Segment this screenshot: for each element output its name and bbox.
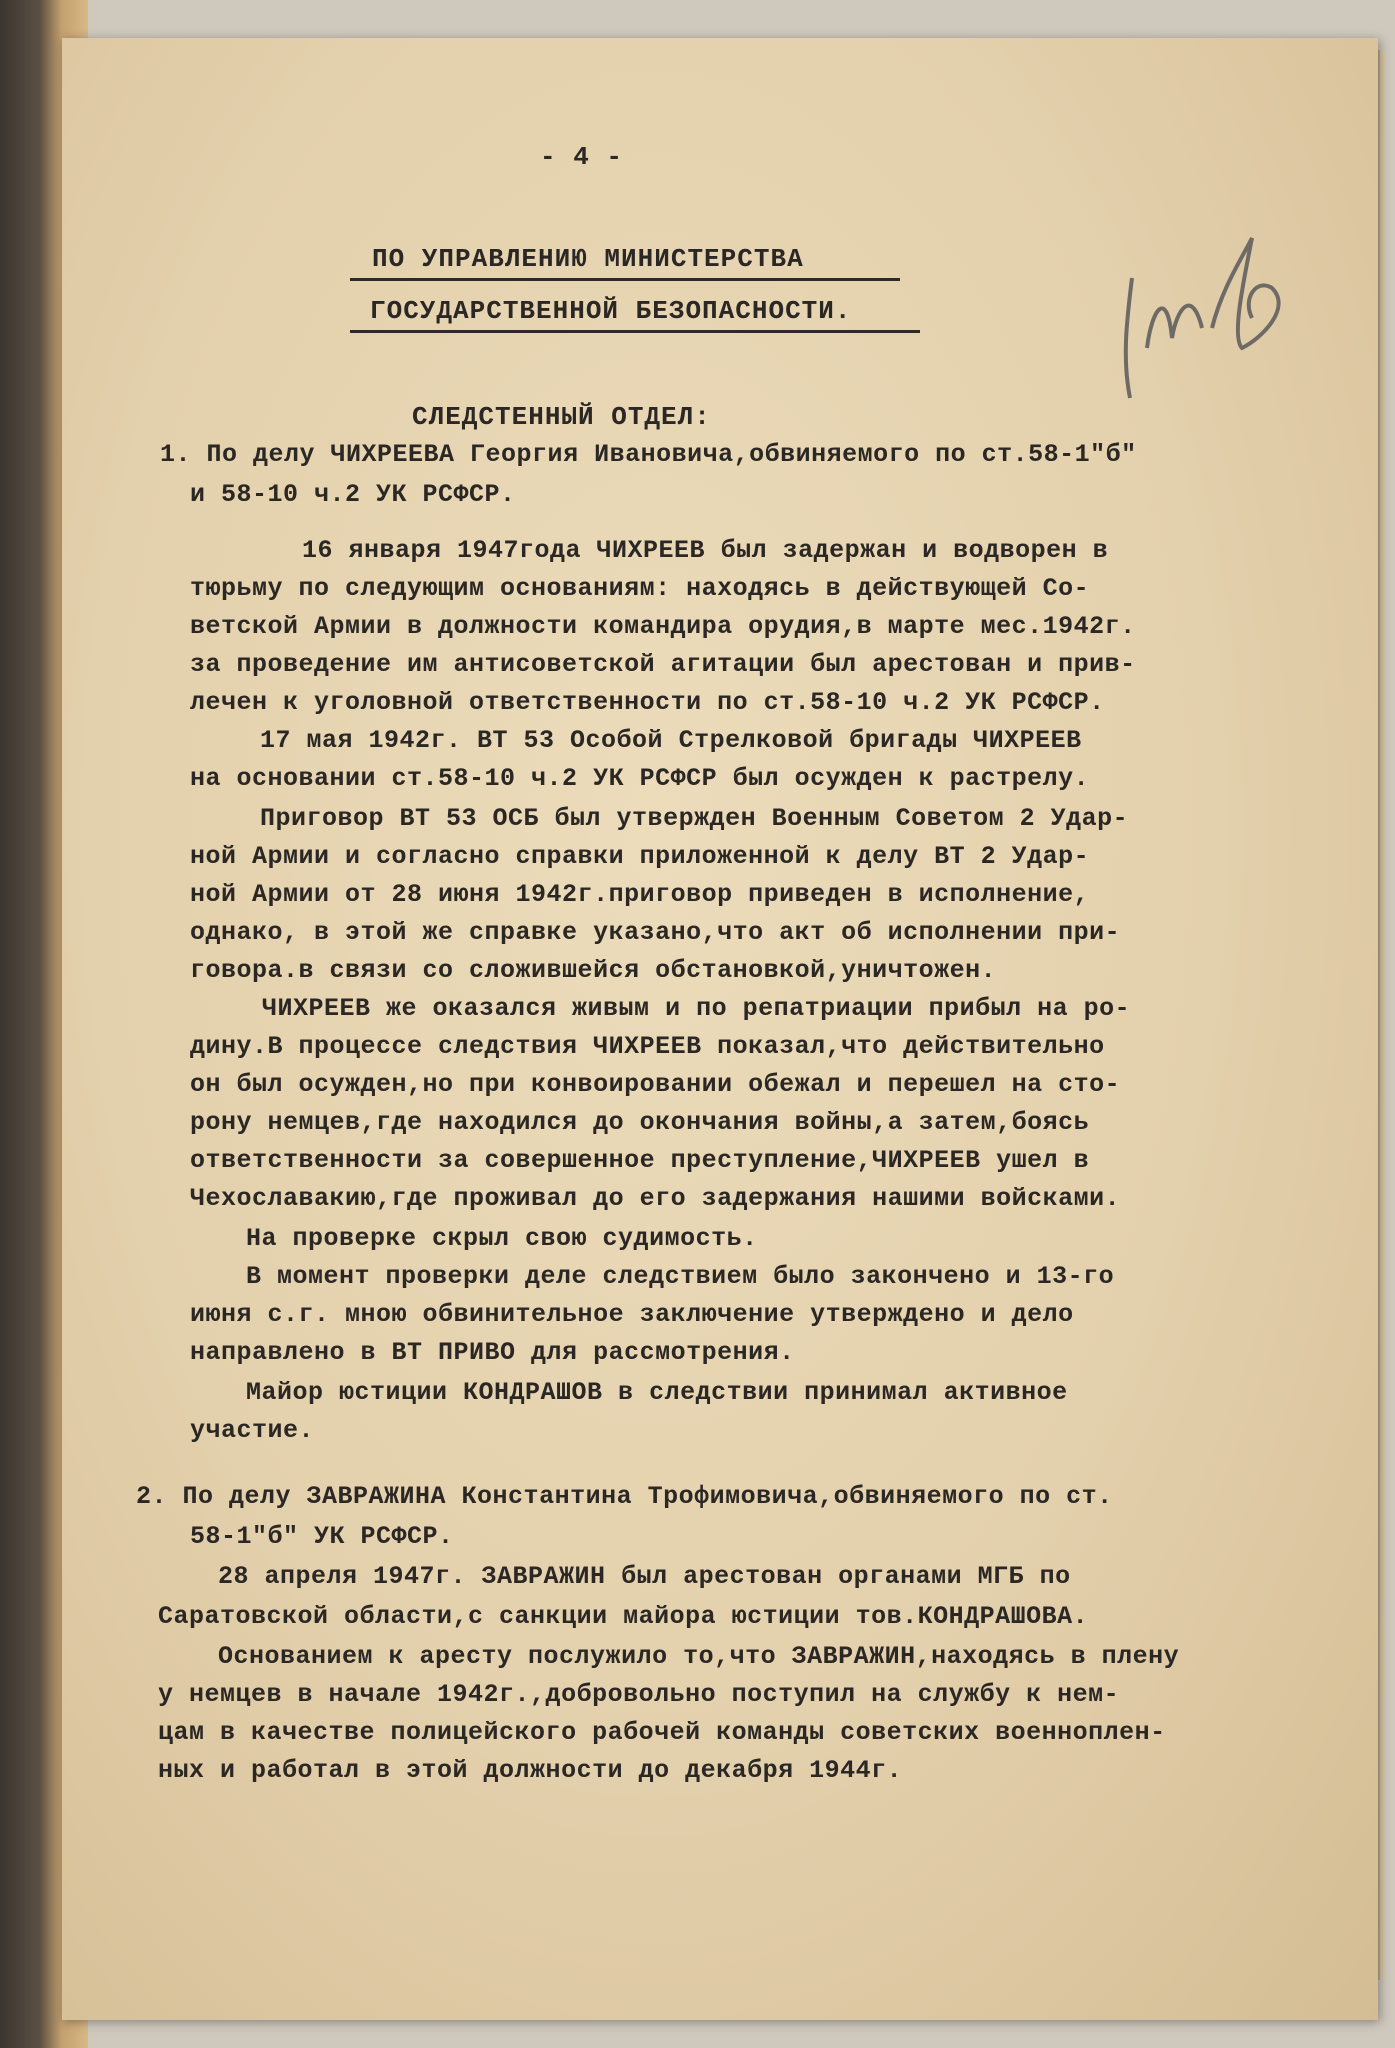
text-line: июня с.г. мною обвинительное заключение утверждено и дело (190, 1300, 1074, 1329)
text-line: у немцев в начале 1942г.,добровольно поступил на службу к нем- (158, 1680, 1120, 1709)
text-line: Саратовской области,с санкции майора юстиции тов.КОНДРАШОВА. (158, 1602, 1089, 1631)
text-line: тюрьму по следующим основаниям: находясь в действующей Со- (190, 574, 1090, 603)
text-line: ных и работал в этой должности до декабря 1944г. (158, 1756, 903, 1785)
text-line: на основании ст.58-10 ч.2 УК РСФСР был осужден к растрелу. (190, 764, 1090, 793)
text-line: Основанием к аресту послужило то,что ЗАВРАЖИН,находясь в плену (218, 1642, 1180, 1671)
heading-underline-2 (350, 330, 920, 333)
text-line: направлено в ВТ ПРИВО для рассмотрения. (190, 1338, 795, 1367)
text-line: лечен к уголовной ответственности по ст.58-10 ч.2 УК РСФСР. (190, 688, 1105, 717)
heading-line-2: ГОСУДАРСТВЕННОЙ БЕЗОПАСНОСТИ. (370, 296, 852, 326)
text-line: ной Армии от 28 июня 1942г.приговор приведен в исполнение, (190, 880, 1090, 909)
text-line: он был осужден,но при конвоировании обежал и перешел на сто- (190, 1070, 1121, 1099)
text-line: Приговор ВТ 53 ОСБ был утвержден Военным Советом 2 Удар- (260, 804, 1129, 833)
text-line: ветской Армии в должности командира орудия,в марте мес.1942г. (190, 612, 1136, 641)
text-line: участие. (190, 1416, 315, 1445)
text-line: говора.в связи со сложившейся обстановкой,уничтожен. (190, 956, 997, 985)
text-line: На проверке скрыл свою судимость. (246, 1224, 758, 1253)
text-line: однако, в этой же справке указано,что акт об исполнении при- (190, 918, 1121, 947)
section-title: СЛЕДСТЕННЫЙ ОТДЕЛ: (412, 402, 711, 432)
text-line: 17 мая 1942г. ВТ 53 Особой Стрелковой бригады ЧИХРЕЕВ (260, 726, 1082, 755)
text-line: Майор юстиции КОНДРАШОВ в следствии принимал активное (246, 1378, 1068, 1407)
text-line: В момент проверки деле следствием было закончено и 13-го (246, 1262, 1115, 1291)
page-number: - 4 - (540, 142, 624, 172)
text-line: цам в качестве полицейского рабочей команды советских военноплен- (158, 1718, 1166, 1747)
text-line: рону немцев,где находился до окончания войны,а затем,боясь (190, 1108, 1090, 1137)
text-line: 16 января 1947года ЧИХРЕЕВ был задержан и водворен в (302, 536, 1109, 565)
text-line: Чехославакию,где проживал до его задержания нашими войсками. (190, 1184, 1121, 1213)
handwritten-mark (1092, 198, 1332, 418)
text-line: 2. По делу ЗАВРАЖИНА Константина Трофимовича,обвиняемого по ст. (136, 1482, 1113, 1511)
text-line: дину.В процессе следствия ЧИХРЕЕВ показал,что действительно (190, 1032, 1105, 1061)
document-page (62, 38, 1378, 2020)
text-line: 1. По делу ЧИХРЕЕВА Георгия Ивановича,обвиняемого по ст.58-1"б" (160, 440, 1137, 469)
text-line: за проведение им антисоветской агитации был арестован и прив- (190, 650, 1136, 679)
text-line: ответственности за совершенное преступление,ЧИХРЕЕВ ушел в (190, 1146, 1090, 1175)
text-line: и 58-10 ч.2 УК РСФСР. (190, 480, 516, 509)
text-line: ной Армии и согласно справки приложенной к делу ВТ 2 Удар- (190, 842, 1090, 871)
heading-line-1: ПО УПРАВЛЕНИЮ МИНИСТЕРСТВА (372, 244, 804, 274)
heading-underline-1 (350, 278, 900, 281)
text-line: 58-1"б" УК РСФСР. (190, 1522, 454, 1551)
text-line: 28 апреля 1947г. ЗАВРАЖИН был арестован органами МГБ по (218, 1562, 1071, 1591)
text-line: ЧИХРЕЕВ же оказался живым и по репатриации прибыл на ро- (262, 994, 1131, 1023)
